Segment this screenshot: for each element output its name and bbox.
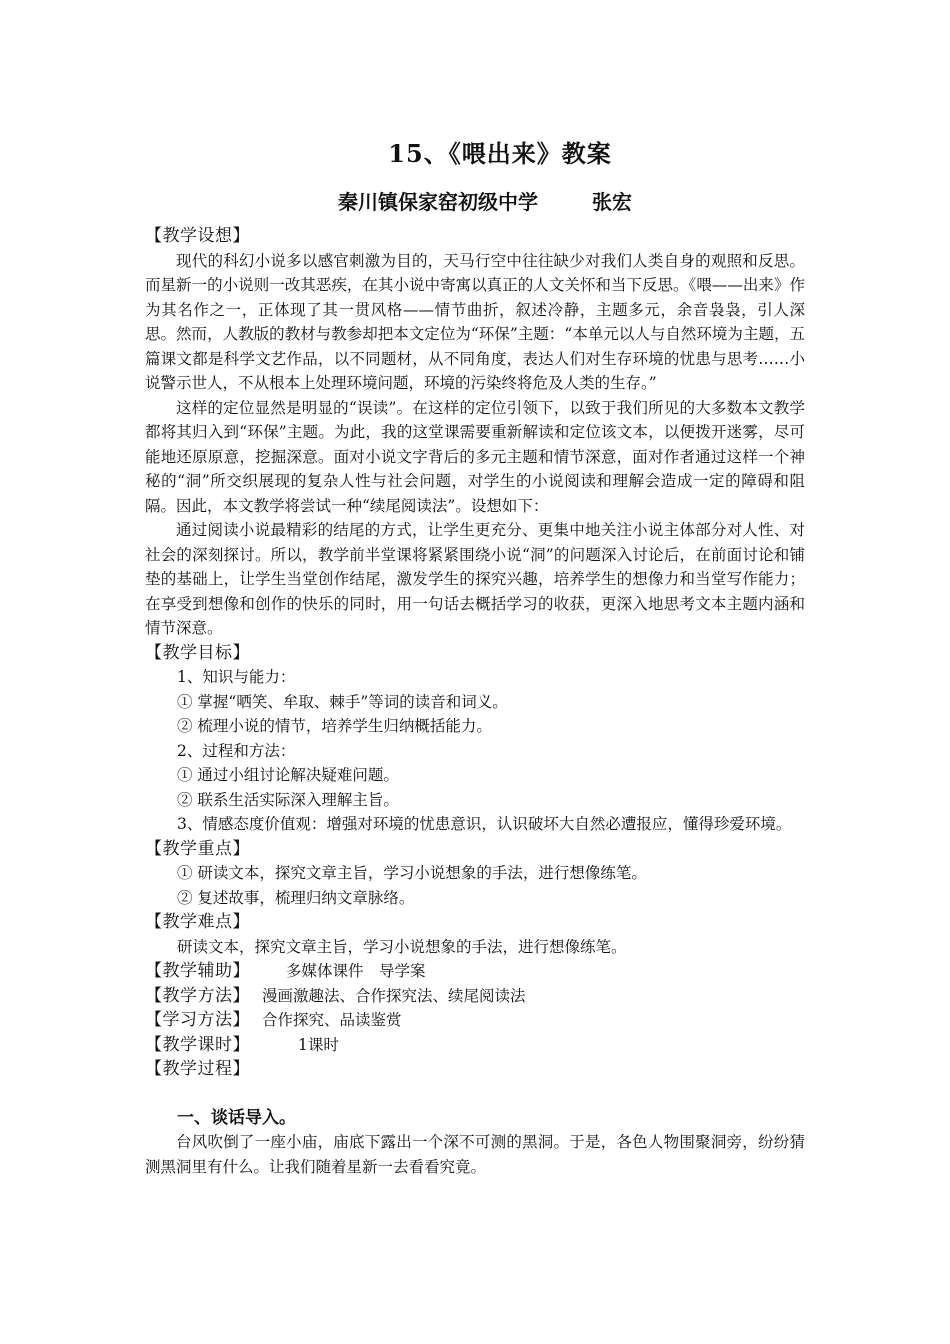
methods-text: 漫画激趣法、合作探究法、续尾阅读法 (262, 986, 526, 1005)
goal-item: ① 掌握“哂笑、牟取、棘手”等词的读音和词义。 (177, 692, 508, 711)
byline (338, 186, 632, 215)
goal-item: 1、知识与能力： (177, 668, 296, 686)
methods-heading: 【教学方法】 (145, 985, 250, 1006)
methods-row (145, 984, 805, 1009)
section-1-text: 台风吹倒了一座小庙，庙底下露出一个深不可测的黑洞。于是，各色人物围聚洞旁，纷纷猜测黑洞里有什么。让我们随着星新一去看看究竟。 (145, 1133, 805, 1176)
aids-row (145, 959, 805, 984)
spacer (145, 1082, 805, 1106)
process-heading: 【教学过程】 (145, 1059, 250, 1079)
learning-text: 合作探究、品读鉴赏 (262, 1011, 402, 1029)
design-paragraph-1: 现代的科幻小说多以感官刺激为目的，天马行空中往往缺少对我们人类自身的观照和反思。而星新一的小说则一改其恶疾，在其小说中寄寓以真正的人文关怀和当下反思。《喂——出来》作为其名作之一，正体现了其一贯风格——情节曲折，叙述冷静，主题多元，余音袅袅，引人深思。然而，人教版的教材与教参却把本文定位为“环保”主题：“本单元以人与自然环境为主题，五篇课文都是科学文艺作品，以不同题材，从不同角度，表达人们对生存环境的忧患与思考……小说警示世人，不从根本上处理环境问题，环境的污染终将危及人类的生存。” (145, 251, 805, 392)
difficulties-text: 研读文本，探究文章主旨，学习小说想象的手法，进行想像练笔。 (177, 937, 627, 956)
goal-item: ② 梳理小说的情节，培养学生归纳概括能力。 (177, 717, 492, 735)
section-1-heading: 一、谈话导入。 (177, 1107, 296, 1128)
aids-text: 多媒体课件 导学案 (286, 962, 426, 980)
learning-heading: 【学习方法】 (145, 1010, 250, 1030)
hours-heading: 【教学课时】 (145, 1034, 250, 1055)
school-name: 秦川镇保家窑初级中学 (338, 190, 538, 214)
page-title: 15、《喂出来》教案 (388, 139, 612, 168)
document-body (145, 224, 805, 1179)
goal-item: 2、过程和方法： (177, 741, 296, 760)
design-paragraph-3: 通过阅读小说最精彩的结尾的方式，让学生更充分、更集中地关注小说主体部分对人性、对社会的深刻探讨。所以，教学前半堂课将紧紧围绕小说“洞”的问题深入讨论后，在前面讨论和铺垫的基础上，让学生当堂创作结尾，激发学生的探究兴趣，培养学生的想像力和当堂写作能力；在享受到想像和创作的快乐的同时，用一句话去概括学习的收获，更深入地思考文本主题内涵和情节深意。 (145, 521, 805, 637)
difficulties-heading: 【教学难点】 (145, 912, 250, 932)
author-name: 张宏 (592, 190, 632, 214)
goal-item: ① 通过小组讨论解决疑难问题。 (177, 766, 399, 784)
design-paragraph-2: 这样的定位显然是明显的“误读”。在这样的定位引领下，以致于我们所见的大多数本文教学都将其归入到“环保”主题。为此，我的这堂课需要重新解读和定位该文本，以便拨开迷雾，尽可能地还原原意，挖掘深意。面对小说文字背后的多元主题和情节深意，面对作者通过这样一个神秘的“洞”所交织展现的复杂人性与社会问题，对学生的小说阅读和理解会造成一定的障碍和阻隔。因此，本文教学将尝试一种“续尾阅读法”。设想如下： (145, 398, 805, 515)
key-points-heading: 【教学重点】 (145, 838, 250, 859)
design-heading: 【教学设想】 (145, 226, 250, 246)
goals-heading: 【教学目标】 (145, 642, 250, 663)
hours-text: 1课时 (298, 1035, 339, 1054)
key-point-item: ① 研读文本，探究文章主旨，学习小说想象的手法，进行想像练笔。 (177, 864, 647, 882)
key-point-item: ② 复述故事，梳理归纳文章脉络。 (177, 888, 415, 907)
learning-row (145, 1008, 805, 1033)
goal-item: ② 联系生活实际深入理解主旨。 (177, 790, 399, 809)
hours-row (145, 1033, 805, 1058)
aids-heading: 【教学辅助】 (145, 961, 250, 981)
goal-item: 3、情感态度价值观：增强对环境的忧患意识，认识破坏大自然必遭报应，懂得珍爱环境。 (177, 815, 792, 833)
